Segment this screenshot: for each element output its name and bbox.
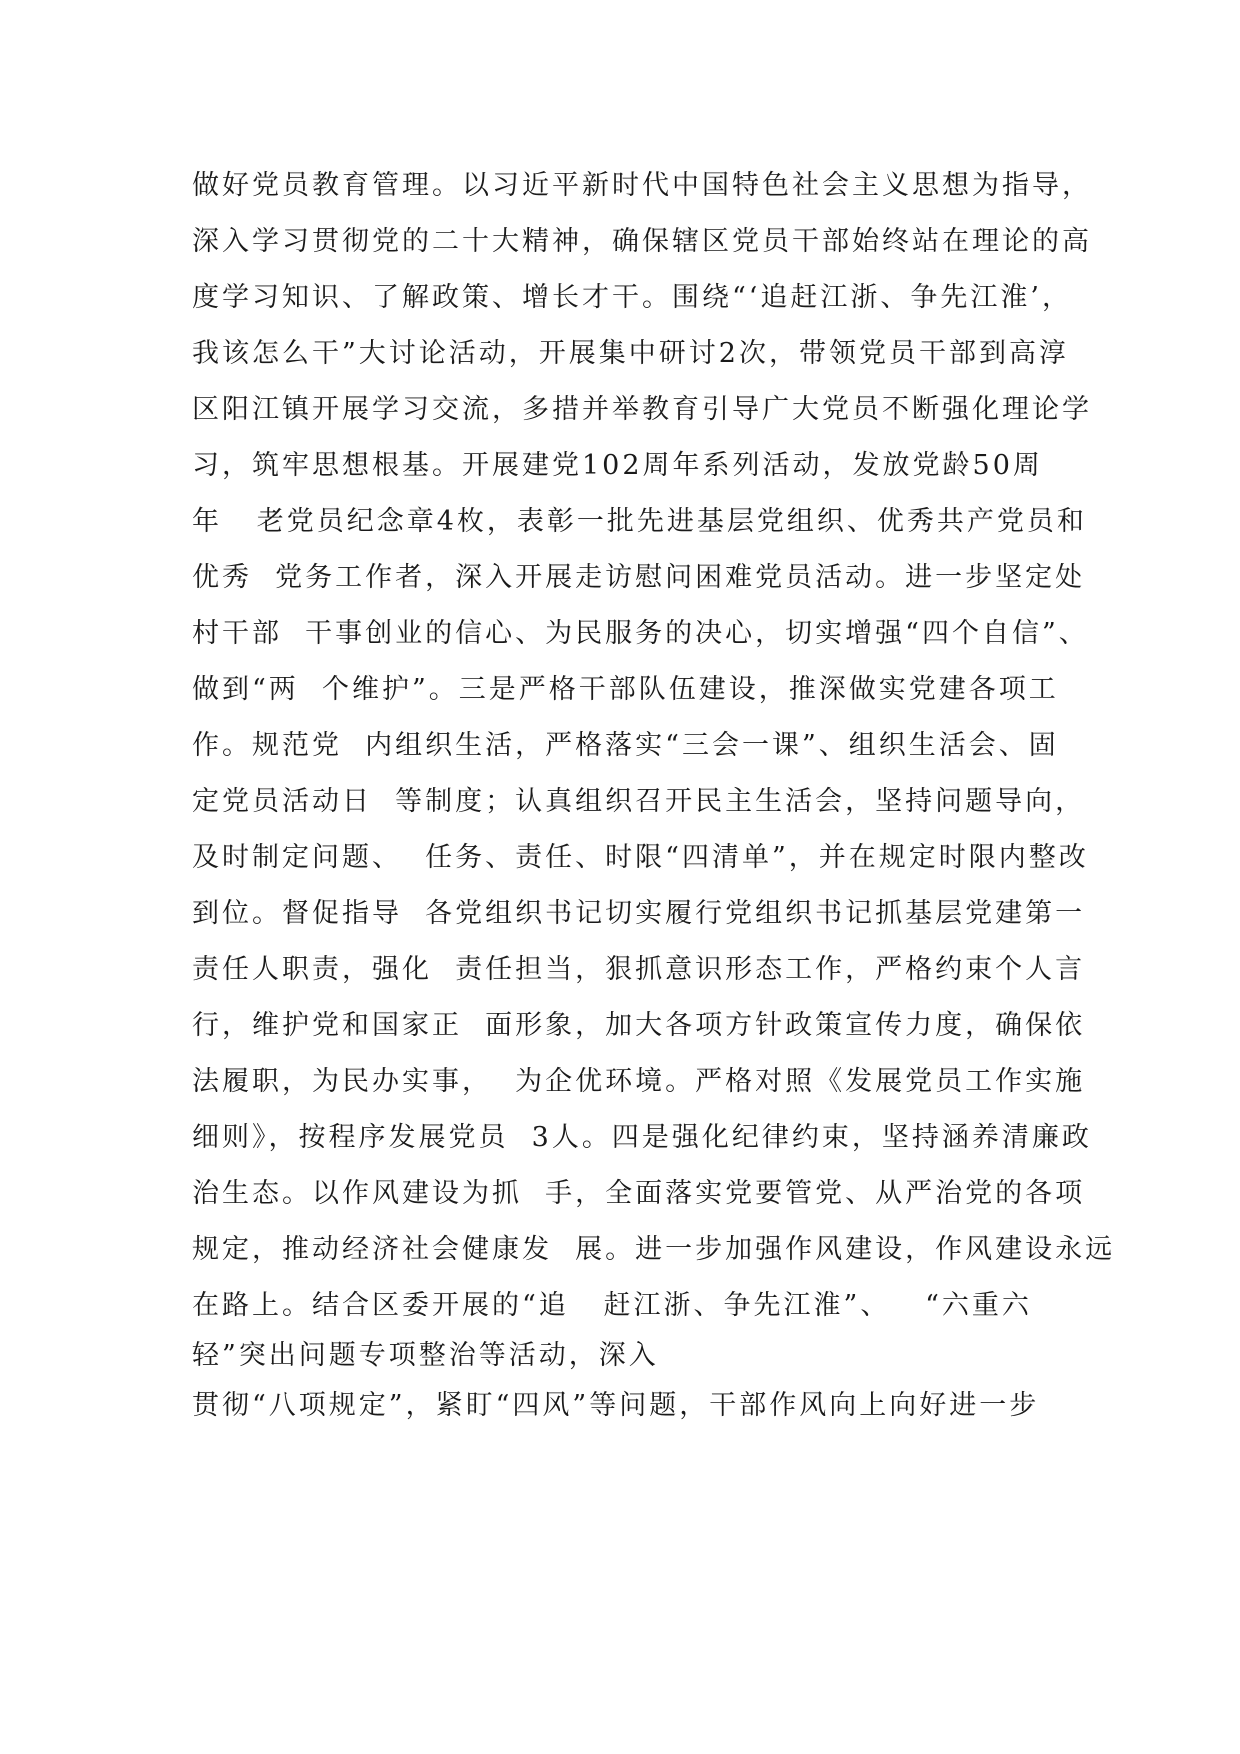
text-line-16: 行，维护党和国家正 面形象，加大各项方针政策宣传力度，确保依 — [192, 1010, 1086, 1041]
text-line-19: 治生态。以作风建设为抓 手，全面落实党要管党、从严治党的各项 — [192, 1178, 1086, 1209]
text-line-20: 规定，推动经济社会健康发 展。进一步加强作风建设，作风建设永远 — [192, 1234, 1116, 1265]
text-line-5: 区阳江镇开展学习交流，多措并举教育引导广大党员不断强化理论学 — [192, 394, 1092, 425]
text-line-10: 做到“两 个维护”。三是严格干部队伍建设，推深做实党建各项工 — [192, 674, 1059, 705]
text-line-22: 轻”突出问题专项整治等活动，深入 — [192, 1340, 659, 1371]
text-line-14: 到位。督促指导 各党组织书记切实履行党组织书记抓基层党建第一 — [192, 898, 1086, 929]
text-line-4: 我该怎么干”大讨论活动，开展集中研讨2次，带领党员干部到高淳 — [192, 338, 1069, 369]
text-line-13: 及时制定问题、 任务、责任、时限“四清单”，并在规定时限内整改 — [192, 842, 1089, 873]
text-line-9: 村干部 干事创业的信心、为民服务的决心，切实增强“四个自信”、 — [192, 618, 1089, 649]
text-line-15: 责任人职责，强化 责任担当，狠抓意识形态工作，严格约束个人言 — [192, 954, 1086, 985]
text-line-17: 法履职，为民办实事， 为企优环境。严格对照《发展党员工作实施 — [192, 1066, 1086, 1097]
text-line-23: 贯彻“八项规定”，紧盯“四风”等问题，干部作风向上向好进一步 — [192, 1390, 1040, 1421]
text-line-3: 度学习知识、了解政策、增长才干。围绕“‘追赶江浙、争先江淮’， — [192, 282, 1072, 313]
text-line-2: 深入学习贯彻党的二十大精神，确保辖区党员干部始终站在理论的高 — [192, 226, 1092, 257]
text-line-6: 习，筑牢思想根基。开展建党102周年系列活动，发放党龄50周 — [192, 450, 1043, 481]
text-line-7: 年 老党员纪念章4枚，表彰一批先进基层党组织、优秀共产党员和 — [192, 506, 1087, 537]
text-line-12: 定党员活动日 等制度；认真组织召开民主生活会，坚持问题导向， — [192, 786, 1086, 817]
text-line-11: 作。规范党 内组织生活，严格落实“三会一课”、组织生活会、固 — [192, 730, 1059, 761]
text-line-21: 在路上。结合区委开展的“追 赶江浙、争先江淮”、 “六重六 — [192, 1290, 1032, 1321]
text-line-1: 做好党员教育管理。以习近平新时代中国特色社会主义思想为指导， — [192, 170, 1092, 201]
text-line-8: 优秀 党务工作者，深入开展走访慰问困难党员活动。进一步坚定处 — [192, 562, 1086, 593]
body-text — [192, 158, 1116, 1434]
text-line-18: 细则》，按程序发展党员 3人。四是强化纪律约束，坚持涵养清廉政 — [192, 1122, 1092, 1153]
